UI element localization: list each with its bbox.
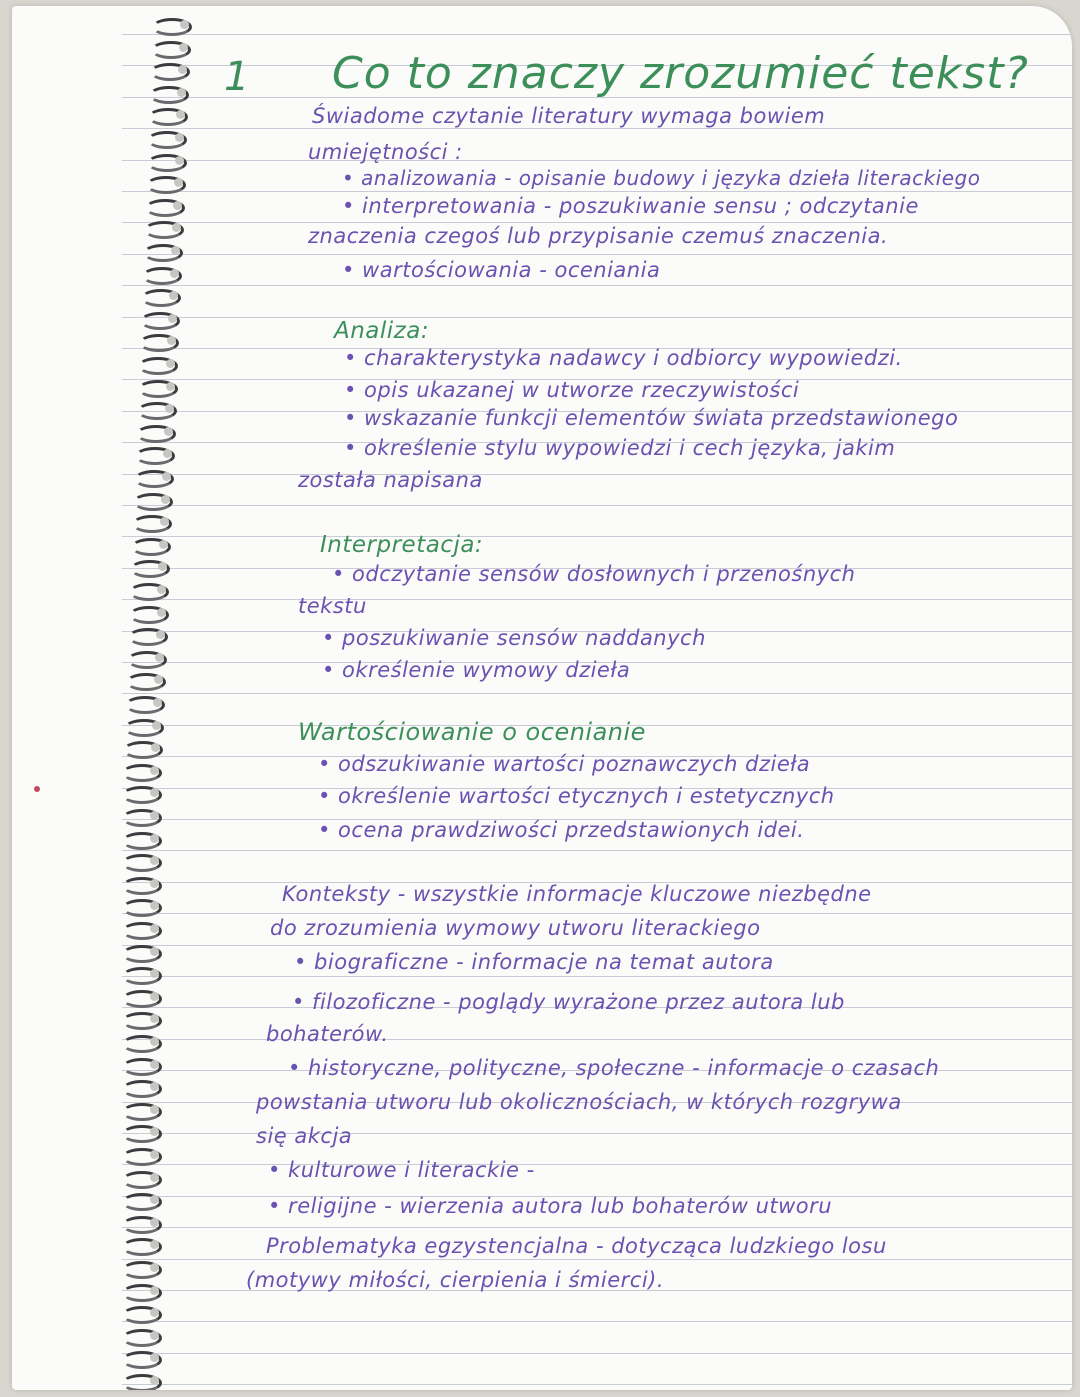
punch-hole [150,856,159,865]
ruled-line [122,160,1072,161]
ruled-line [122,945,1072,946]
punch-hole [150,766,159,775]
punch-hole [169,291,178,300]
ruled-line [122,474,1072,475]
ruled-line [122,1227,1072,1228]
note-line: • określenie wartości etycznych i estetycznych [318,784,835,808]
note-line: • interpretowania - poszukiwanie sensu ; odczytanie [342,194,919,218]
punch-hole [150,1263,159,1272]
punch-hole [172,223,181,232]
ruled-line [122,317,1072,318]
punch-hole [160,517,169,526]
punch-hole [174,178,183,187]
punch-hole [179,43,188,52]
ruled-line [122,850,1072,851]
punch-hole [178,65,187,74]
punch-hole [150,1331,159,1340]
note-line: bohaterów. [266,1022,389,1046]
punch-hole [165,404,174,413]
punch-hole [150,811,159,820]
note-line: • kulturowe i literackie - [268,1158,535,1182]
margin-mark [34,786,40,792]
punch-hole [150,1308,159,1317]
ruled-line [122,34,1072,35]
punch-hole [164,427,173,436]
punch-hole [176,110,185,119]
note-line: • opis ukazanej w utworze rzeczywistości [344,378,800,402]
note-line: • charakterystyka nadawcy i odbiorcy wypowiedzi. [344,346,903,370]
ruled-line [122,599,1072,600]
note-line: do zrozumienia wymowy utworu literackiego [270,916,761,940]
punch-hole [166,382,175,391]
note-line: • analizowania - opisanie budowy i języka dzieła literackiego [342,166,981,190]
punch-hole [150,924,159,933]
ruled-line [122,693,1072,694]
punch-hole [166,359,175,368]
spiral-binding [52,6,182,1390]
note-line: • wskazanie funkcji elementów świata przedstawionego [344,406,959,430]
punch-hole [180,20,189,29]
note-line: • filozoficzne - poglądy wyrażone przez autora lub [292,990,845,1014]
punch-hole [167,336,176,345]
page-number: 1 [224,54,250,100]
punch-hole [157,608,166,617]
note-line: została napisana [298,468,483,492]
punch-hole [158,562,167,571]
punch-hole [150,1240,159,1249]
note-line: • wartościowania - oceniania [342,258,661,282]
note-line: tekstu [298,594,367,618]
note-line: Świadome czytanie literatury wymaga bowiem [312,104,826,128]
ruled-line [122,913,1072,914]
notebook-page [12,6,1072,1390]
note-line: • biograficzne - informacje na temat autora [294,950,774,974]
ruled-line [122,1164,1072,1165]
punch-hole [156,630,165,639]
ruled-line [122,222,1072,223]
ruled-line [122,1384,1072,1385]
punch-hole [150,1060,159,1069]
note-line: • odczytanie sensów dosłownych i przenośnych [332,562,856,586]
punch-hole [150,788,159,797]
note-line: • religijne - wierzenia autora lub bohaterów utworu [268,1194,833,1218]
punch-hole [175,156,184,165]
punch-hole [150,1037,159,1046]
ruled-line [122,254,1072,255]
note-line: • określenie stylu wypowiedzi i cech języka, jakim [344,436,896,460]
punch-hole [150,1218,159,1227]
punch-hole [150,1127,159,1136]
punch-hole [150,969,159,978]
punch-hole [150,879,159,888]
note-line: • historyczne, polityczne, społeczne - informacje o czasach [288,1056,940,1080]
note-line: Konteksty - wszystkie informacje kluczowe niezbędne [282,882,872,906]
ruled-line [122,1039,1072,1040]
ruled-line [122,976,1072,977]
note-line: znaczenia czegoś lub przypisanie czemuś znaczenia. [308,224,889,248]
note-line: powstania utworu lub okolicznościach, w których rozgrywa [256,1090,902,1114]
punch-hole [150,1376,159,1385]
punch-hole [163,449,172,458]
punch-hole [153,698,162,707]
punch-hole [157,585,166,594]
note-line: umiejętności : [308,140,463,164]
punch-hole [152,721,161,730]
punch-hole [162,472,171,481]
punch-hole [150,901,159,910]
ruled-line [122,1321,1072,1322]
note-line: Problematyka egzystencjalna - dotycząca ludzkiego losu [266,1234,887,1258]
punch-hole [150,834,159,843]
punch-hole [150,992,159,1001]
ruled-line [122,191,1072,192]
punch-hole [154,675,163,684]
page-title: Co to znaczy zrozumieć tekst? [332,48,1029,99]
note-line: (motywy miłości, cierpienia i śmierci). [246,1268,665,1292]
punch-hole [150,1150,159,1159]
punch-hole [155,653,164,662]
ruled-line [122,536,1072,537]
ruled-line [122,1353,1072,1354]
note-line: • poszukiwanie sensów naddanych [322,626,706,650]
punch-hole [171,246,180,255]
punch-hole [150,1082,159,1091]
note-line: • odszukiwanie wartości poznawczych dzieła [318,752,811,776]
section-heading: Interpretacja: [320,532,484,558]
punch-hole [175,133,184,142]
punch-hole [159,540,168,549]
punch-hole [150,1173,159,1182]
note-line: • ocena prawdziwości przedstawionych idei. [318,818,805,842]
punch-hole [161,495,170,504]
punch-hole [168,314,177,323]
note-line: • określenie wymowy dzieła [322,658,631,682]
punch-hole [150,1286,159,1295]
ruled-line [122,285,1072,286]
ruled-line [122,1259,1072,1260]
punch-hole [150,947,159,956]
punch-hole [150,1105,159,1114]
section-heading: Wartościowanie o ocenianie [298,718,646,746]
punch-hole [150,1014,159,1023]
ruled-line [122,505,1072,506]
punch-hole [173,201,182,210]
punch-hole [177,88,186,97]
ruled-line [122,128,1072,129]
note-line: się akcja [256,1124,353,1148]
section-heading: Analiza: [334,318,430,344]
punch-hole [150,1353,159,1362]
punch-hole [170,269,179,278]
punch-hole [151,743,160,752]
punch-hole [150,1195,159,1204]
